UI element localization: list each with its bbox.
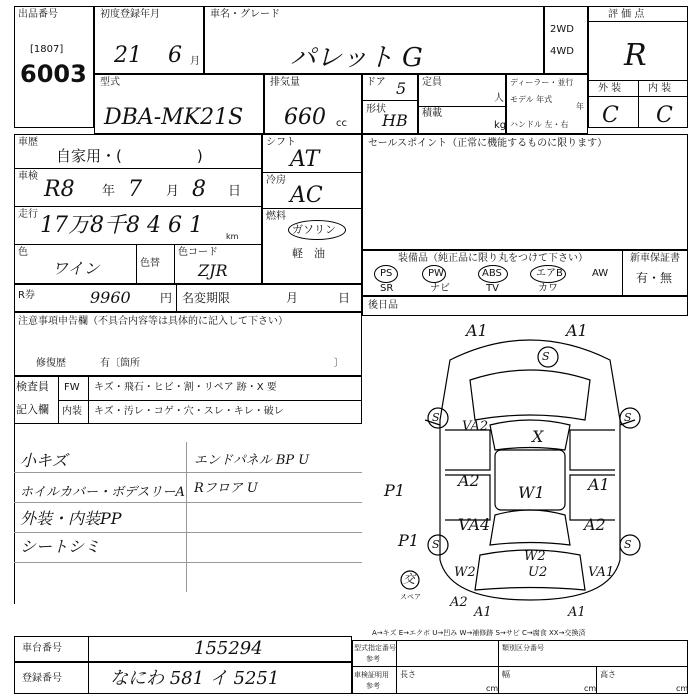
note-3: 外装・内装PP xyxy=(20,509,122,528)
ac-label: 冷房 xyxy=(266,175,286,186)
inspection-day-unit: 日 xyxy=(228,184,242,199)
lot-label: 出品番号 xyxy=(18,9,58,20)
shift-value: AT xyxy=(290,147,320,172)
fw-text: キズ・飛石・ヒビ・割・リペア 跡・X 要 xyxy=(94,382,277,393)
inspection-label: 車検 xyxy=(18,171,38,182)
interior-check-label: 内装 xyxy=(62,406,82,417)
model-year-label: モデル 年式 xyxy=(510,95,553,104)
mark-p1-left: P1 xyxy=(384,481,405,500)
equip-ps: PS xyxy=(380,268,393,279)
mark-s-rl-wheel: S xyxy=(432,538,440,551)
mark-a2-left-door: A2 xyxy=(458,471,480,490)
equip-airbag: エアB xyxy=(536,268,563,279)
reg-number-label: 登録番号 xyxy=(22,673,62,684)
mileage-unit: km xyxy=(226,232,239,241)
chassis-label: 車台番号 xyxy=(22,643,62,654)
mark-w2-rear-window: W2 xyxy=(524,549,546,564)
drive-4wd: 4WD xyxy=(550,46,574,57)
exterior-grade: C xyxy=(602,103,619,128)
fuel-label: 燃料 xyxy=(266,211,286,222)
designated-label: 型式指定番号 xyxy=(354,644,396,652)
mileage-label: 走行 xyxy=(18,209,38,220)
exterior-label: 外 装 xyxy=(598,83,622,94)
capacity-unit: 人 xyxy=(494,93,504,104)
equip-sr: SR xyxy=(380,283,394,294)
mark-va4: VA4 xyxy=(458,515,491,534)
vehicle-cert-label: 車検証明用 xyxy=(354,671,389,679)
height-unit: cm xyxy=(676,684,689,693)
width-unit: cm xyxy=(584,684,597,693)
type-label: 型式 xyxy=(100,77,120,88)
note-2: ホイルカバー・ボデスリーA xyxy=(20,485,185,500)
inspection-era: R8 xyxy=(44,177,75,202)
mark-exchange: 交 xyxy=(403,572,416,586)
reference-label-2: 参考 xyxy=(366,682,380,690)
width-label: 幅 xyxy=(502,670,510,679)
rating-value: R xyxy=(624,38,647,73)
displacement-label: 排気量 xyxy=(270,77,300,88)
mark-va1: VA1 xyxy=(588,565,615,580)
later-label: 後日品 xyxy=(368,300,398,311)
mark-s-rr-wheel: S xyxy=(624,538,632,551)
mark-a1-right-door: A1 xyxy=(588,475,610,494)
mark-x-windshield: X xyxy=(532,427,544,446)
model-label: 車名・グレード xyxy=(210,9,280,20)
history-value: 自家用・( ) xyxy=(56,147,203,165)
color-change-label: 色替 xyxy=(140,258,160,269)
recycle-value: 9960 xyxy=(90,288,131,307)
mark-s-fl-wheel: S xyxy=(432,411,440,424)
interior-grade: C xyxy=(656,103,673,128)
name-change-label: 名変期限 xyxy=(182,291,231,305)
shape-label: 形状 xyxy=(366,104,386,115)
first-reg-label: 初度登録年月 xyxy=(100,9,160,20)
inspector-label-1: 検査員 xyxy=(16,380,49,393)
lot-sub: [1807] xyxy=(30,44,64,55)
color-value: ワイン xyxy=(52,259,100,278)
inspection-month: 7 xyxy=(128,177,142,202)
mark-va2: VA2 xyxy=(462,419,489,434)
equip-leather: カワ xyxy=(538,283,558,294)
displacement-unit: cc xyxy=(336,118,347,129)
interior-check-text: キズ・汚レ・コゲ・穴・スレ・キレ・破レ xyxy=(94,406,284,417)
model-value: パレット G xyxy=(290,43,423,73)
load-unit: kg xyxy=(494,120,507,131)
name-change-month: 月 xyxy=(286,291,299,305)
interior-label: 内 装 xyxy=(648,83,672,94)
reference-label-1: 参考 xyxy=(366,655,380,663)
sales-point-label: セールスポイント（正常に機能するものに限ります） xyxy=(368,138,608,149)
mark-a2-right-rear: A2 xyxy=(584,515,606,534)
mark-w2-rear-left: W2 xyxy=(454,565,476,580)
door-label: ドア xyxy=(366,77,386,88)
mark-a2-rear: A2 xyxy=(450,595,468,610)
color-code-label: 色コード xyxy=(178,247,218,258)
year-unit: 年 xyxy=(576,102,584,111)
type-value: DBA-MK21S xyxy=(104,105,244,130)
category-label: 類別区分番号 xyxy=(502,644,544,652)
color-label: 色 xyxy=(18,247,28,258)
damage-legend: A→キズ E→エクボ U→凹み W→補修跡 S→サビ C→腐食 XX→交換済 xyxy=(372,629,586,637)
inspector-label-2: 記入欄 xyxy=(16,403,49,416)
name-change-day: 日 xyxy=(338,291,351,305)
mark-a1-rear-right: A1 xyxy=(568,605,586,620)
height-label: 高さ xyxy=(600,670,616,679)
equip-abs: ABS xyxy=(482,268,502,279)
spare-label: スペア xyxy=(400,593,421,601)
drive-2wd: 2WD xyxy=(550,24,574,35)
recycle-unit: 円 xyxy=(160,291,173,305)
notes-label: 注意事項申告欄（不具合内容等は具体的に記入して下さい） xyxy=(18,316,288,327)
repair-value: 有〔箇所 xyxy=(100,358,140,369)
dealer-label: ディーラー・並行 xyxy=(510,78,574,87)
fw-label: FW xyxy=(64,382,80,393)
recycle-label: R券 xyxy=(18,290,35,301)
equip-navi: ナビ xyxy=(430,283,450,294)
reg-month-unit: 月 xyxy=(190,56,200,67)
ac-value: AC xyxy=(290,183,323,208)
equip-aw: AW xyxy=(592,268,609,279)
chassis-box xyxy=(14,636,352,662)
color-code-value: ZJR xyxy=(198,261,228,280)
fuel-light-oil: 軽 油 xyxy=(292,247,325,260)
mark-w1-roof: W1 xyxy=(518,483,545,502)
repair-close: 〕 xyxy=(334,358,344,369)
door-value: 5 xyxy=(396,79,407,98)
equip-pw: PW xyxy=(428,268,444,279)
equip-tv: TV xyxy=(486,283,499,294)
capacity-label: 定員 xyxy=(422,77,442,88)
note-1: 小キズ xyxy=(20,451,68,470)
warranty-value: 有・無 xyxy=(636,271,673,285)
inspection-year-unit: 年 xyxy=(102,184,116,199)
mark-s-front: S xyxy=(542,350,550,363)
mileage-value: 17万8千8 4 6 1 xyxy=(40,213,203,238)
handle-label: ハンドル 左・右 xyxy=(510,120,569,129)
fuel-gasoline: ガソリン xyxy=(292,223,336,236)
equipment-label: 装備品（純正品に限り丸をつけて下さい） xyxy=(398,253,588,264)
mark-a1-front-left: A1 xyxy=(466,321,488,340)
history-label: 車歴 xyxy=(18,137,38,148)
mark-u2: U2 xyxy=(528,565,548,580)
inspection-month-unit: 月 xyxy=(166,184,180,199)
mark-s-fr-wheel: S xyxy=(624,411,632,424)
length-label: 長さ xyxy=(400,670,416,679)
chassis-value: 155294 xyxy=(194,638,263,659)
reg-number-value: なにわ 581 イ 5251 xyxy=(110,668,280,689)
length-unit: cm xyxy=(486,684,499,693)
displacement-value: 660 xyxy=(284,105,326,130)
rating-label: 評 価 点 xyxy=(608,9,645,20)
shift-label: シフト xyxy=(266,137,296,148)
shape-value: HB xyxy=(382,111,408,130)
note-right-1: エンドパネル BP U xyxy=(194,453,310,468)
mark-a1-front-right: A1 xyxy=(566,321,588,340)
note-4: シートシミ xyxy=(20,537,101,556)
reg-month: 6 xyxy=(168,43,182,68)
load-label: 積載 xyxy=(422,108,442,119)
warranty-label: 新車保証書 xyxy=(630,253,680,264)
mark-a1-rear-left: A1 xyxy=(474,605,492,620)
lot-number: 6003 xyxy=(20,60,87,88)
note-right-2: Rフロア U xyxy=(194,481,258,496)
repair-label: 修復歴 xyxy=(36,358,66,369)
mark-p1-rear: P1 xyxy=(398,531,419,550)
inspection-day: 8 xyxy=(192,177,206,202)
reg-year: 21 xyxy=(114,43,142,68)
